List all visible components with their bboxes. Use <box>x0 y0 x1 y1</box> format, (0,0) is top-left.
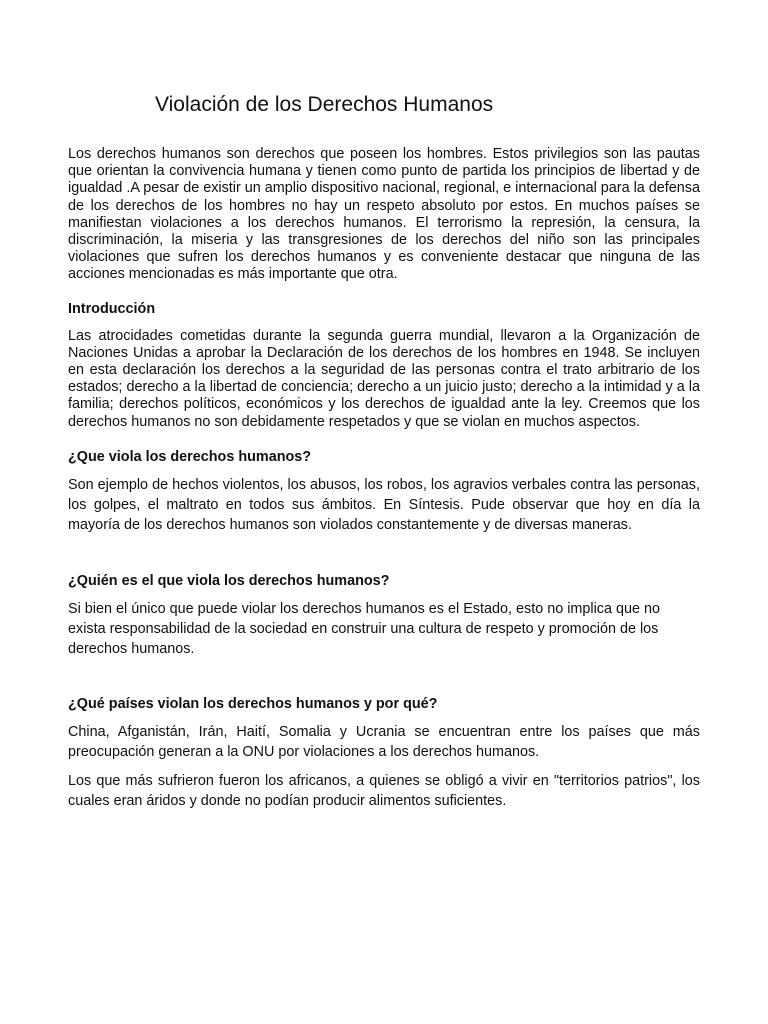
document-title: Violación de los Derechos Humanos <box>155 93 494 116</box>
intro-paragraph: Los derechos humanos son derechos que poseen los hombres. Estos privilegios son las pautas que orientan la convivencia humana y tienen como punto de partida los principios de libertad y de igualdad .A pesar de existir un amplio dispositivo nacional, regional, e internacional para la defensa de los derechos de los hombres no hay un respeto absoluto por estos. En muchos países se manifiestan violaciones a los derechos humanos. El terrorismo la represión, la censura, la discriminación, la miseria y las transgresiones de los derechos del niño son las principales violaciones que sufren los derechos humanos y es conveniente destacar que ninguna de las acciones mencionadas es más importante que otra. <box>68 146 700 283</box>
section-heading-quien-viola: ¿Quién es el que viola los derechos humanos? <box>68 572 390 589</box>
section-heading-que-paises: ¿Qué países violan los derechos humanos y por qué? <box>68 695 438 712</box>
section-paragraph: China, Afganistán, Irán, Haití, Somalia y Ucrania se encuentran entre los países que más preocupación generan a la ONU por violaciones a los derechos humanos. <box>68 723 700 760</box>
document-body <box>68 146 700 811</box>
section-heading-introduccion: Introducción <box>68 300 156 317</box>
section-paragraph: Son ejemplo de hechos violentos, los abusos, los robos, los agravios verbales contra las personas, los golpes, el maltrato en todos sus ámbitos. En Síntesis. Pude observar que hoy en día la mayoría de los derechos humanos son violados constantemente y de diversas maneras. <box>68 476 700 533</box>
section-paragraph: Si bien el único que puede violar los derechos humanos es el Estado, esto no implica que no exista responsabilidad de la sociedad en construir una cultura de respeto y promoción de los derechos humanos. <box>68 600 660 657</box>
section-paragraph: Las atrocidades cometidas durante la segunda guerra mundial, llevaron a la Organización de Naciones Unidas a aprobar la Declaración de los derechos de los hombres en 1948. Se incluyen en esta declaración los derechos a la seguridad de las personas contra el trato arbitrario de los estados; derecho a la libertad de conciencia; derecho a un juicio justo; derecho a la intimidad y a la familia; derechos políticos, económicos y los derechos de igualdad ante la ley. Creemos que los derechos humanos no son debidamente respetados y que se violan en muchos aspectos. <box>68 327 700 430</box>
section-paragraph: Los que más sufrieron fueron los africanos, a quienes se obligó a vivir en "territorios patrios", los cuales eran áridos y donde no podían producir alimentos suficientes. <box>68 772 700 809</box>
section-heading-que-viola: ¿Que viola los derechos humanos? <box>68 448 312 465</box>
